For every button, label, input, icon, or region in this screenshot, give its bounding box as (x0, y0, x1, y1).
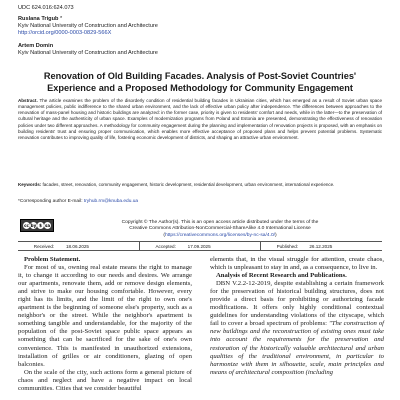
abstract-label: Abstract. (18, 98, 38, 103)
nc-icon: $ (37, 222, 44, 229)
section-heading: Problem Statement. (24, 256, 81, 263)
corresponding-author (18, 199, 138, 204)
dates-table (18, 241, 382, 251)
author-affiliation: Kyiv National University of Construction and Architecture (18, 50, 158, 56)
received-date: 18.06.2025 (66, 244, 89, 249)
corresponding-email[interactable]: tryhub.rm@knuba.edu.ua (83, 199, 139, 204)
published-date: 26.12.2025 (309, 244, 333, 249)
quotation: "The construction of new buildings and the reconstruction of existing ones must take into account the requirements for the preservation and restoration of the historically valuable architectural and urban qualities of the traditional environment, in particular to harmonize with them in silhouette, scale, main principles and means of architectural composition (including (210, 320, 385, 376)
license-text (58, 220, 382, 239)
published-label: Published: (276, 244, 299, 249)
paragraph: On the scale of the city, such actions form a general picture of chaos and neglect and have a negative impact on local communities. Cities that we consider beautiful (18, 368, 192, 392)
corresponding-marker: * (58, 16, 63, 22)
paragraph: elements that, in the visual struggle for attention, create chaos, which is unpleasant to stay in and, as a consequence, to live in. (210, 256, 384, 272)
author-block-2 (18, 43, 158, 57)
corresponding-label: *Corresponding author E-mail: (18, 199, 84, 204)
published-cell (260, 242, 382, 250)
license-line-1: Copyright © The Author(s). This is an open access article distributed under the terms of the (121, 220, 319, 225)
received-cell (18, 242, 139, 250)
author-name: Ruslana Trigub (18, 16, 59, 22)
right-column (210, 256, 384, 377)
author-block-1 (18, 16, 158, 37)
paper-title: Renovation of Old Building Facades. Analysis of Post-Soviet Countries' Experience and a Proposed Methodology for Community Engagement (43, 71, 357, 93)
orcid-link[interactable]: http://orcid.org/0000-0003-0829-566X (18, 30, 112, 36)
keywords-label: Keywords: (18, 182, 42, 187)
cc-icon: cc (24, 223, 29, 228)
received-label: Received: (33, 244, 55, 249)
section-heading: Analysis of Recent Research and Publications. (216, 272, 347, 280)
keywords-text: facades, street, renovation, community engagement, historic development, residential development, urban environment, international experience. (41, 182, 335, 187)
paragraph (210, 280, 384, 377)
cc-license-badge[interactable] (20, 219, 54, 232)
accepted-cell (139, 242, 261, 250)
paragraph-text: DBN V.2.2-12-2019, despite establishing a certain framework for the preservation of historical building structures, does not provide a direct basis for prohibiting or authorizing facade modifications. It offers only highly conditional contextual guidelines for understanding violations of the cityscape, which fail to cover a broad spectrum of problems: (210, 280, 384, 328)
sa-icon: sa (44, 223, 51, 228)
by-icon: by (30, 223, 37, 228)
accepted-label: Accepted: (155, 244, 176, 249)
paragraph: For most of us, owning real estate means the right to manage it, to change it according to our needs and desires. We arrange our apartments, renovate them, add or remove design elements, and strive to make our housing comfortable. However, every right has its limits, and the limit of the right to own one's apartment is the beginning of someone else's property, such as a neighbor's or the street. While the neighbor's apartment is something tangible and understandable, for the majority of the population of the post-Soviet space public space appears as something that can be sacrificed for the sake of one's own convenience. This is manifested in unauthorized extensions, installation of grilles or air conditioners, glazing of open balconies. (18, 264, 192, 368)
keywords (18, 182, 382, 188)
license-paren-close: ) (275, 232, 277, 238)
author-name: Artem Domin (18, 43, 54, 49)
abstract (18, 98, 382, 141)
udc-code: UDC 624.016:624.073 (18, 5, 74, 11)
left-column (18, 256, 192, 393)
abstract-text: The article examines the problem of the disorderly condition of residential building facades in Ukrainian cities, which has emerged as a result of Soviet urban space management policies, public indifference to the shared urban environment, and the lack of effective urban policy after independence. The differences between approaches to the renovation of mass-panel housing and historic buildings are analyzed: in the former case, priority is given to residents' comfort and needs, while in the latter—to the preservation of cultural heritage and the authenticity of urban space. Examples of modernization programs from Poland and Estonia are presented, demonstrating the effectiveness of renovation policies under two different approaches. A methodology for community engagement during the planning and implementation of renovation projects is proposed, with an emphasis on building residents' trust and ensuring proper communication, which enables more effective acceptance of proposed plans and helps prevent potential problems. Systematic renovation contributes to improving quality of life, fostering economic development of districts, and shaping an attractive urban environment. (18, 98, 382, 140)
license-link[interactable]: https://creativecommons.org/licenses/by-nc-sa/4.0/ (164, 232, 276, 238)
license-line-2: Creative Commons Attribution-NonCommercial-ShareAlike 4.0 International License (129, 226, 311, 232)
license-paren-open: ( (163, 232, 165, 238)
accepted-date: 17.09.2025 (187, 244, 211, 249)
author-affiliation: Kyiv National University of Construction and Architecture (18, 23, 158, 29)
